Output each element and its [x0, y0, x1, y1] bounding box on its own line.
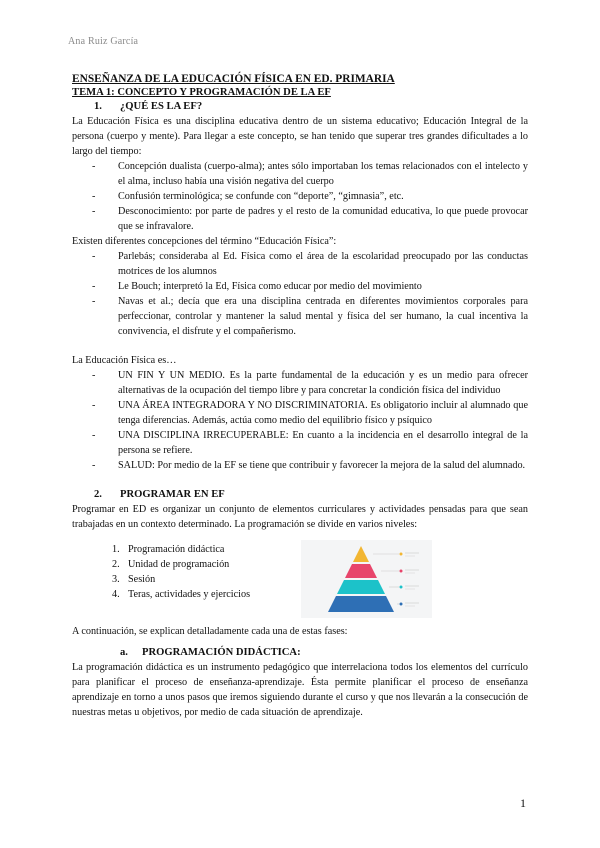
pyramid-marker [400, 570, 403, 573]
list-item: - Confusión terminológica; se confunde con “deporte”, “gimnasia”, etc. [72, 189, 528, 204]
difficulties-list [72, 159, 528, 234]
list-item: - SALUD: Por medio de la EF se tiene que contribuir y favorecer la mejora de la salud del alumnado. [72, 458, 528, 473]
document-subtitle: TEMA 1: CONCEPTO Y PROGRAMACIÓN DE LA EF [72, 87, 331, 98]
section-2-number: 2. [94, 489, 102, 500]
pyramid-marker [400, 553, 403, 556]
section-1-number: 1. [94, 101, 102, 112]
list-item: - Parlebás; consideraba al Ed. Física como el área de la escolaridad preocupado por las conductas motrices de los alumnos [72, 249, 528, 279]
subsection-a-heading [120, 645, 528, 660]
document-title: ENSEÑANZA DE LA EDUCACIÓN FÍSICA EN ED. PRIMARIA [72, 73, 395, 85]
list-item: 4. Teras, actividades y ejercicios [112, 589, 251, 600]
pyramid-marker [400, 586, 403, 589]
section-2-intro: Programar en ED es organizar un conjunto de elementos curriculares y actividades pensadas para que sean trabajadas en un contexto determinado. La programación se divide en varios niveles: [72, 504, 528, 530]
section-1-title: ¿QUÉ ES LA EF? [120, 101, 203, 112]
subsection-a-title: PROGRAMACIÓN DIDÁCTICA: [142, 647, 301, 658]
section-2-title: PROGRAMAR EN EF [120, 489, 225, 500]
list-item: - Navas et al.; decía que era una disciplina centrada en diferentes movimientos corporales para perfeccionar, controlar y mantener la salud mental y física del ser humano, la cual incentiva la convivencia, el disfrute y el compañerismo. [72, 294, 528, 339]
list-item: - UNA ÁREA INTEGRADORA Y NO DISCRIMINATORIA. Es obligatorio incluir al alumnado que tenga diferencias. Además, actúa como medio del equilibrio físico y psíquico [72, 398, 528, 428]
list-item: - Desconocimiento: por parte de padres y el resto de la comunidad educativa, lo que puede provocar que se infravalore. [72, 204, 528, 234]
ef-is-list [72, 368, 528, 473]
section-1-intro: La Educación Física es una disciplina educativa dentro de un sistema educativo; Educación Integral de la persona (cuerpo y mente). Para llegar a este concepto, se han tenido que superar tres grandes dificultades a lo largo del tiempo: [72, 116, 528, 157]
list-item: - Le Bouch; interpretó la Ed, Física como educar por medio del movimiento [72, 279, 528, 294]
page-number: 1 [520, 796, 526, 810]
header-author: Ana Ruiz García [68, 36, 139, 47]
ef-is-intro: La Educación Física es… [72, 355, 177, 366]
levels-list [112, 542, 250, 602]
list-item: - UNA DISCIPLINA IRRECUPERABLE: En cuanto a la incidencia en el desarrollo integral de la persona se refiere. [72, 428, 528, 458]
list-item: - UN FIN Y UN MEDIO. Es la parte fundamental de la educación y es un medio para ofrecer alternativas de la ocupación del tiempo libre y para concretar la condición física del individuo [72, 368, 528, 398]
list-item: - Concepción dualista (cuerpo-alma); antes sólo importaban los temas relacionados con el intelecto y el alma, incluso había una visión negativa del cuerpo [72, 159, 528, 189]
conceptions-intro: Existen diferentes concepciones del término “Educación Física”: [72, 236, 337, 247]
phases-intro: A continuación, se explican detalladamente cada una de estas fases: [72, 626, 348, 637]
pyramid-marker [400, 603, 403, 606]
document-body [72, 72, 528, 720]
pyramid-diagram [301, 540, 432, 618]
section-1-heading [94, 99, 528, 114]
programming-levels [72, 540, 528, 618]
subsection-a-letter: a. [120, 647, 128, 658]
pyramid-tier-4 [328, 596, 394, 612]
list-item: 1. Programación didáctica [112, 544, 225, 555]
conceptions-list [72, 249, 528, 339]
subsection-a-text: La programación didáctica es un instrumento pedagógico que interrelaciona todos los elementos del currículo para planificar el proceso de enseñanza-aprendizaje. Ésta permite planificar el proceso de enseñanza aprendizaje en torno a unos pasos que iremos siguiendo durante el curso y que nos llevarán a la consecución de nuestras metas u objetivos, por medio de cada situación de aprendizaje. [72, 662, 528, 718]
list-item: 2. Unidad de programación [112, 559, 230, 570]
list-item: 3. Sesión [112, 574, 156, 585]
section-2-heading [94, 487, 528, 502]
pyramid-tier-3 [337, 580, 385, 594]
